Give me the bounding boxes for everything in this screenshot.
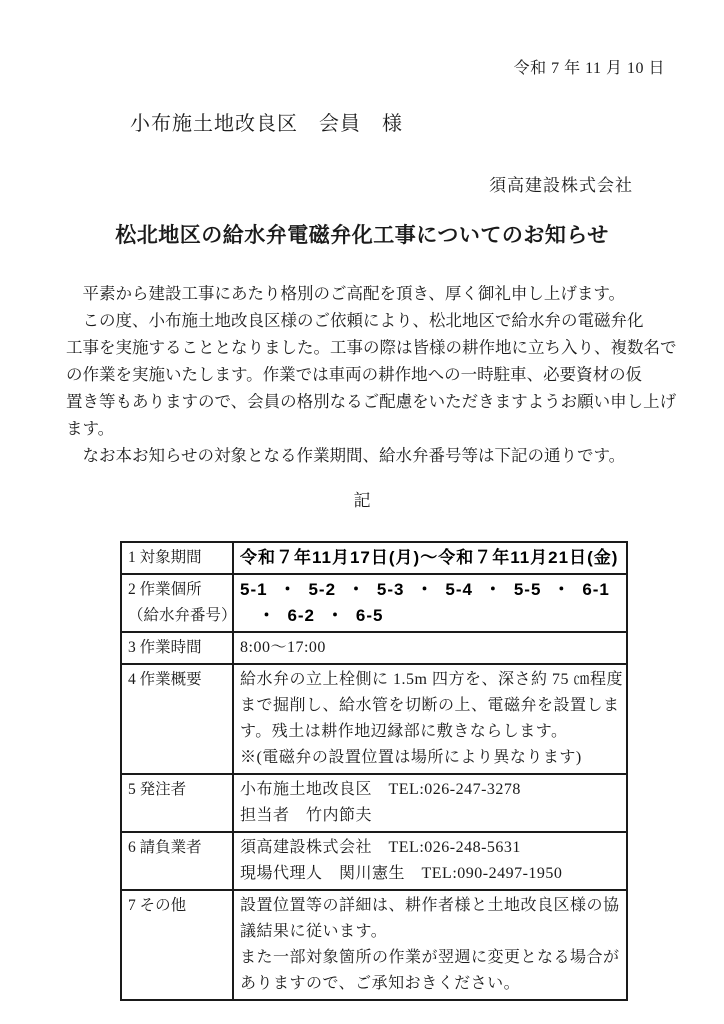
row-value: 給水弁の立上栓側に 1.5m 四方を、深さ約 75 ㎝程度 まで掘削し、給水管を切断の上、電磁弁を設置しま す。残土は耕作地辺縁部に敷きならします。 ※(電磁弁の設置位置は場所により異なります) xyxy=(233,664,627,774)
body-line: の作業を実施いたします。作業では車両の耕作地への一時駐車、必要資材の仮 xyxy=(66,365,643,384)
row-value: 小布施土地改良区 TEL:026-247-3278 担当者 竹内節夫 xyxy=(233,774,627,832)
row-label: 3 作業時間 xyxy=(121,632,233,664)
row-label: 6 請負業者 xyxy=(121,832,233,890)
table-row-other xyxy=(121,890,627,1000)
addressee: 小布施土地改良区 会員 様 xyxy=(130,113,403,135)
row-value: 令和７年11月17日(月)～令和７年11月21日(金) xyxy=(233,542,627,574)
table-row-period xyxy=(121,542,627,574)
body-line: ます。 xyxy=(66,419,115,438)
memo-mark: 記 xyxy=(353,491,371,510)
table-row-contractor xyxy=(121,832,627,890)
table-row-locations xyxy=(121,574,627,632)
notice-title: 松北地区の給水弁電磁弁化工事についてのお知らせ xyxy=(115,223,609,247)
row-label: 1 対象期間 xyxy=(121,542,233,574)
row-label: 2 作業個所 （給水弁番号） xyxy=(121,574,233,632)
body-line: 工事を実施することとなりました。工事の際は皆様の耕作地に立ち入り、複数名で xyxy=(66,338,677,357)
body-text xyxy=(66,280,724,469)
info-table xyxy=(120,541,628,1001)
table-row-orderer xyxy=(121,774,627,832)
body-line: なお本お知らせの対象となる作業期間、給水弁番号等は下記の通りです。 xyxy=(66,446,626,465)
sender-name: 須高建設株式会社 xyxy=(489,176,633,195)
body-line: 平素から建設工事にあたり格別のご高配を頂き、厚く御礼申し上げます。 xyxy=(66,284,626,303)
row-label: 7 その他 xyxy=(121,890,233,1000)
table-row-summary xyxy=(121,664,627,774)
row-value: 5-1 ・ 5-2 ・ 5-3 ・ 5-4 ・ 5-5 ・ 6-1 ・ 6-2 ・ 6-5 xyxy=(233,574,627,632)
document-date: 令和 7 年 11 月 10 日 xyxy=(513,60,665,77)
row-label: 5 発注者 xyxy=(121,774,233,832)
row-value: 設置位置等の詳細は、耕作者様と土地改良区様の協 議結果に従います。 また一部対象箇所の作業が翌週に変更となる場合が ありますので、ご承知おきください。 xyxy=(233,890,627,1000)
body-line: 置き等もありますので、会員の格別なるご配慮をいただきますようお願い申し上げ xyxy=(66,392,677,411)
row-label: 4 作業概要 xyxy=(121,664,233,774)
row-value: 8:00～17:00 xyxy=(233,632,627,664)
body-line: この度、小布施土地改良区様のご依頼により、松北地区で給水弁の電磁弁化 xyxy=(66,311,644,330)
row-value: 須高建設株式会社 TEL:026-248-5631 現場代理人 関川憲生 TEL:090-2497-1950 xyxy=(233,832,627,890)
table-row-hours xyxy=(121,632,627,664)
